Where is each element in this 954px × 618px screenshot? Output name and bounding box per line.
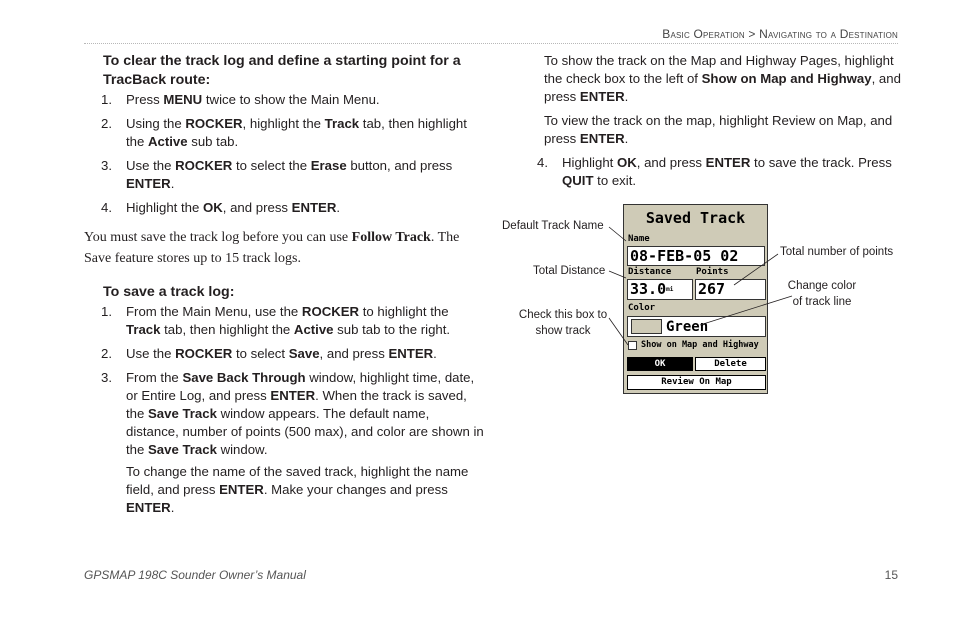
emphasis: ENTER	[388, 346, 434, 361]
track-name-field[interactable]: 08-FEB-05 02	[627, 246, 765, 266]
step-text: Highlight the OK, and press ENTER.	[126, 200, 341, 215]
step-text: Use the ROCKER to select the Erase button, and press ENTER.	[126, 158, 453, 191]
emphasis: ENTER	[126, 176, 171, 191]
callout-line-points	[734, 254, 778, 285]
step-text: Use the ROCKER to select Save, and press ENTER.	[126, 346, 437, 361]
show-on-map-label: Show on Map and Highway	[641, 340, 759, 350]
step-text: From the Main Menu, use the ROCKER to highlight the Track tab, then highlight the Active sub tab to the right.	[126, 304, 451, 337]
emphasis: Track	[324, 116, 360, 131]
page-number: 15	[884, 568, 898, 582]
step-text: Using the ROCKER, highlight the Track tab, then highlight the Active sub tab.	[126, 116, 467, 149]
section-heading-clear-track: To clear the track log and define a starting point for a TracBack route:	[103, 53, 461, 88]
emphasis: ENTER	[579, 131, 625, 146]
review-on-map-button[interactable]: Review On Map	[627, 375, 766, 390]
callout-line-distance	[609, 271, 626, 278]
callout-line-color	[700, 296, 792, 325]
emphasis: ENTER	[291, 200, 337, 215]
emphasis: Save Back Through	[182, 370, 306, 385]
step-number: 3.	[101, 158, 112, 173]
emphasis: Follow Track	[351, 230, 431, 245]
delete-button[interactable]: Delete	[695, 357, 766, 371]
emphasis: ROCKER	[301, 304, 360, 319]
callout-change-color: Change color of track line	[787, 280, 857, 308]
emphasis: Track	[126, 322, 161, 337]
breadcrumb: Basic Operation > Navigating to a Destination	[662, 27, 898, 41]
step-text: Press MENU twice to show the Main Menu.	[126, 92, 380, 107]
distance-value: 33.0	[630, 280, 667, 298]
emphasis: OK	[202, 200, 223, 215]
step-number: 1.	[101, 92, 112, 107]
step-number: 2.	[101, 116, 112, 131]
color-value: Green	[666, 319, 709, 335]
show-on-map-paragraph: To show the track on the Map and Highway Pages, highlight the check box to the left of Show on Map and Highway, and press ENTER.	[544, 53, 901, 104]
emphasis: Active	[293, 322, 334, 337]
step-number: 2.	[101, 346, 112, 361]
emphasis: ENTER	[270, 388, 316, 403]
callout-total-distance: Total Distance	[533, 265, 606, 277]
emphasis: ENTER	[579, 89, 625, 104]
emphasis: Erase	[310, 158, 347, 173]
manual-title: GPSMAP 198C Sounder Owner’s Manual	[84, 568, 306, 582]
step-text: From the Save Back Through window, highlight time, date, or Entire Log, and press ENTER. When the track is saved, the Save Track window appears. The default name, distance, number of points (500 max), and color are shown in the Save Track window.	[126, 370, 484, 457]
step-number: 1.	[101, 304, 112, 319]
name-label: Name	[628, 234, 650, 244]
emphasis: ENTER	[219, 482, 264, 497]
section-heading-save-track: To save a track log:	[103, 284, 235, 300]
emphasis: Show on Map and Highway	[701, 71, 872, 86]
step-number: 4.	[101, 200, 112, 215]
distance-label: Distance	[628, 267, 672, 277]
emphasis: MENU	[163, 92, 203, 107]
callout-default-name: Default Track Name	[502, 220, 604, 232]
step-subparagraph: To change the name of the saved track, highlight the name field, and press ENTER. Make your changes and press ENTER.	[126, 464, 469, 515]
save-note: You must save the track log before you can use Follow Track. The Save feature stores up to 15 track logs.	[84, 230, 460, 266]
emphasis: QUIT	[562, 173, 594, 188]
screen-title: Saved Track	[645, 209, 746, 227]
emphasis: ROCKER	[185, 116, 243, 131]
review-on-map-paragraph: To view the track on the map, highlight Review on Map, and press ENTER.	[544, 113, 893, 146]
callout-total-points: Total number of points	[780, 246, 894, 258]
emphasis: Save Track	[148, 406, 217, 421]
points-field: 267	[695, 279, 766, 300]
color-label: Color	[628, 303, 656, 313]
emphasis: Save Track	[148, 442, 217, 457]
emphasis: OK	[616, 155, 637, 170]
step-number: 3.	[101, 370, 112, 385]
step-text: Highlight OK, and press ENTER to save the track. Press QUIT to exit.	[562, 155, 892, 188]
ok-button[interactable]: OK	[627, 357, 693, 371]
emphasis: Save	[288, 346, 320, 361]
callout-check-box: Check this box to show track	[518, 309, 608, 337]
emphasis: ENTER	[705, 155, 751, 170]
emphasis: Active	[148, 134, 188, 149]
points-label: Points	[696, 267, 729, 277]
callout-line-name	[609, 227, 626, 241]
distance-unit: mi	[666, 286, 674, 293]
step-number: 4.	[537, 155, 548, 170]
emphasis: ROCKER	[175, 346, 233, 361]
emphasis: ROCKER	[175, 158, 233, 173]
emphasis: ENTER	[126, 500, 171, 515]
